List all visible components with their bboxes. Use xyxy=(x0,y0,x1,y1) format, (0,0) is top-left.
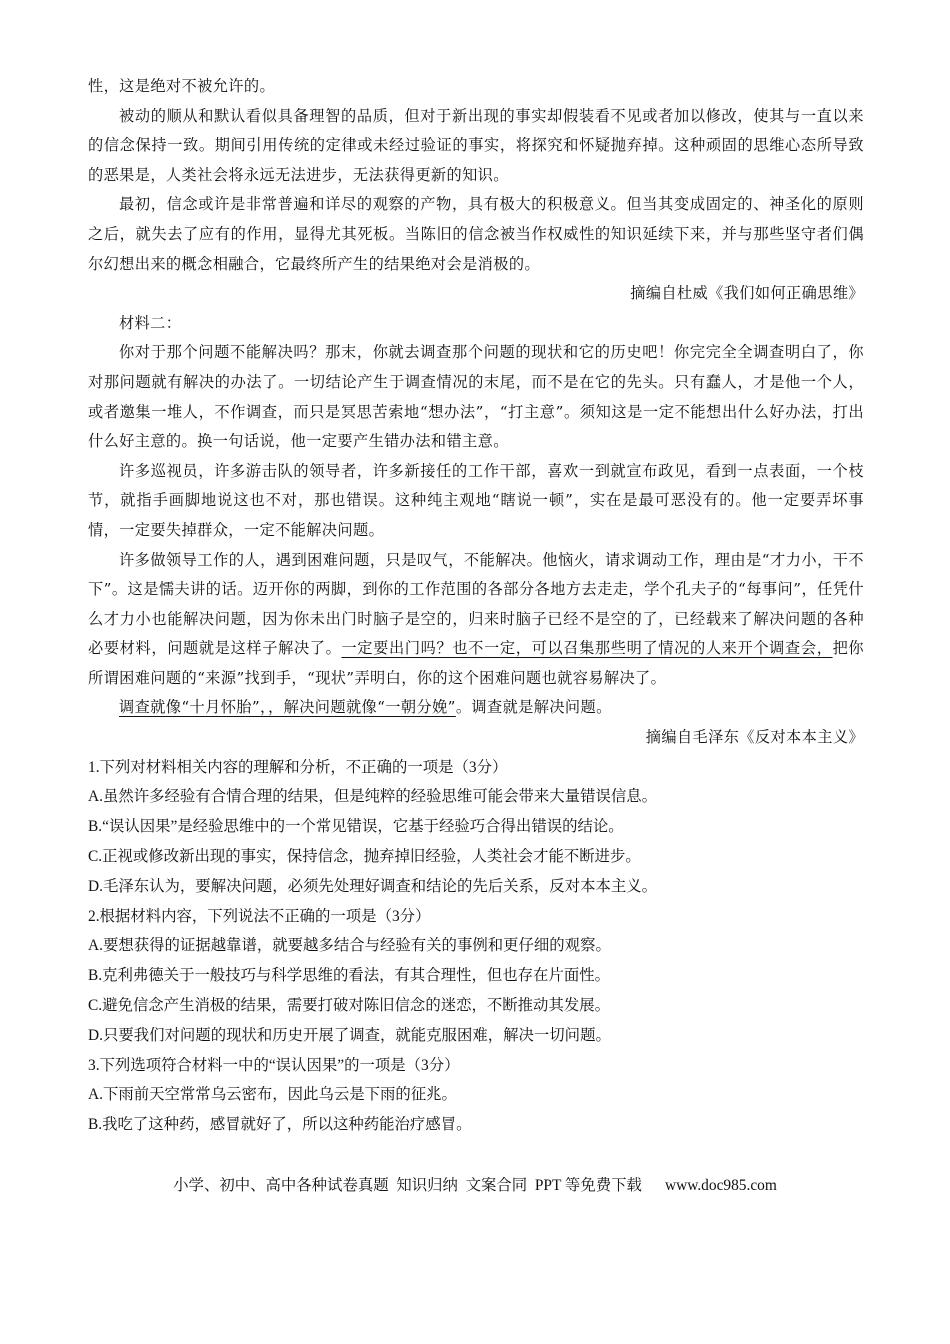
exam-page xyxy=(88,72,864,1140)
paragraph xyxy=(88,693,864,723)
paragraph: 你对于那个问题不能解决吗？那末，你就去调查那个问题的现状和它的历史吧！你完完全全调查明白了，你对那问题就有解决的办法了。一切结论产生于调查情况的末尾，而不是在它的先头。只有蠢人，才是他一个人，或者邀集一堆人，不作调查，而只是冥思苦索地“想办法”，“打主意”。须知这是一定不能想出什么好办法，打出什么好主意的。换一句话说，他一定要产生错办法和错主意。 xyxy=(88,343,864,451)
question-1 xyxy=(88,753,864,902)
question-2 xyxy=(88,902,864,1051)
material-one-continued xyxy=(88,72,864,309)
page-footer xyxy=(0,1172,950,1200)
question-stem: 2.根据材料内容，下列说法不正确的一项是（3分） xyxy=(88,907,431,925)
option-a: A.虽然许多经验有合情合理的结果，但是纯粹的经验思维可能会带来大量错误信息。 xyxy=(88,788,658,806)
option-b: B.克利弗德关于一般技巧与科学思维的看法，有其合理性，但也存在片面性。 xyxy=(88,967,611,985)
option-b: B.“误认因果”是经验思维中的一个常见错误，它基于经验巧合得出错误的结论。 xyxy=(88,818,624,836)
question-list xyxy=(88,753,864,1140)
option-c: C.正视或修改新出现的事实，保持信念，抛弃掉旧经验，人类社会才能不断进步。 xyxy=(88,848,641,866)
text-run: 许多做领导工作的人，遇到困难问题，只是叹气，不能解决。他恼火，请求调动工作，理由是“才力小，干不下”。这是懦夫讲的话。迈开你的两脚，到你的工作范围的各部分各地方去走走，学个孔夫子的“每事问”，任凭什么才力小也能解决问题，因为你未出门时脑子是空的，归来时脑子已经不是空的了，已经载来了解决问题的各种必要材料，问题就是这样子解决了。 xyxy=(88,550,864,658)
option-a: A.要想获得的证据越靠谱，就要越多结合与经验有关的事例和更仔细的观察。 xyxy=(88,937,611,955)
underlined-text: 调查就像“十月怀胎”，，解决问题就像“一朝分娩” xyxy=(119,698,456,717)
option-d: D.只要我们对问题的现状和历史开展了调查，就能克服困难，解决一切问题。 xyxy=(88,1026,611,1044)
paragraph: 被动的顺从和默认看似具备理智的品质，但对于新出现的事实却假装看不见或者加以修改，使其与一直以来的信念保持一致。期间引用传统的定律或未经过验证的事实，将探究和怀疑抛弃掉。这种顽固的思维心态所导致的恶果是，人类社会将永远无法进步，无法获得更新的知识。 xyxy=(88,106,864,184)
material-heading: 材料二： xyxy=(119,313,182,332)
question-stem: 3.下列选项符合材料一中的“误认因果”的一项是（3分） xyxy=(88,1056,460,1074)
paragraph xyxy=(88,546,864,694)
source-citation: 摘编自毛泽东《反对本本主义》 xyxy=(645,728,864,747)
question-stem: 1.下列对材料相关内容的理解和分析，不正确的一项是（3分） xyxy=(88,758,508,776)
source-citation: 摘编自杜威《我们如何正确思维》 xyxy=(630,284,864,303)
footer-text: 小学、初中、高中各种试卷真题 知识归纳 文案合同 PPT 等免费下载 xyxy=(173,1177,642,1194)
option-d: D.毛泽东认为，要解决问题，必须先处理好调查和结论的先后关系，反对本本主义。 xyxy=(88,877,658,895)
material-two xyxy=(88,309,864,753)
text-run: 。调查就是解决问题。 xyxy=(455,698,612,717)
paragraph: 许多巡视员，许多游击队的领导者，许多新接任的工作干部，喜欢一到就宣布政见，看到一点表面，一个枝节，就指手画脚地说这也不对，那也错误。这种纯主观地“瞎说一顿”，实在是最可恶没有的。他一定要弄坏事情，一定要失掉群众，一定不能解决问题。 xyxy=(88,461,864,539)
footer-url: www.doc985.com xyxy=(664,1177,777,1194)
option-b: B.我吃了这种药，感冒就好了，所以这种药能治疗感冒。 xyxy=(88,1116,472,1134)
question-3 xyxy=(88,1051,864,1140)
option-a: A.下雨前天空常常乌云密布，因此乌云是下雨的征兆。 xyxy=(88,1086,457,1104)
text-run: 把你所谓困难问题的“来源”找到手，“现状”弄明白，你的这个困难问题也就容易解决了。 xyxy=(88,639,864,687)
option-c: C.避免信念产生消极的结果，需要打破对陈旧信念的迷恋，不断推动其发展。 xyxy=(88,997,611,1015)
underlined-text: 一定要出门吗？也不一定，可以召集那些明了情况的人来开个调查会， xyxy=(341,639,833,658)
paragraph: 性，这是绝对不被允许的。 xyxy=(88,77,276,95)
paragraph: 最初，信念或许是非常普遍和详尽的观察的产物，具有极大的积极意义。但当其变成固定的、神圣化的原则之后，就失去了应有的作用，显得尤其死板。当陈旧的信念被当作权威性的知识延续下来，并与那些坚守者们偶尔幻想出来的概念相融合，它最终所产生的结果绝对会是消极的。 xyxy=(88,195,864,273)
